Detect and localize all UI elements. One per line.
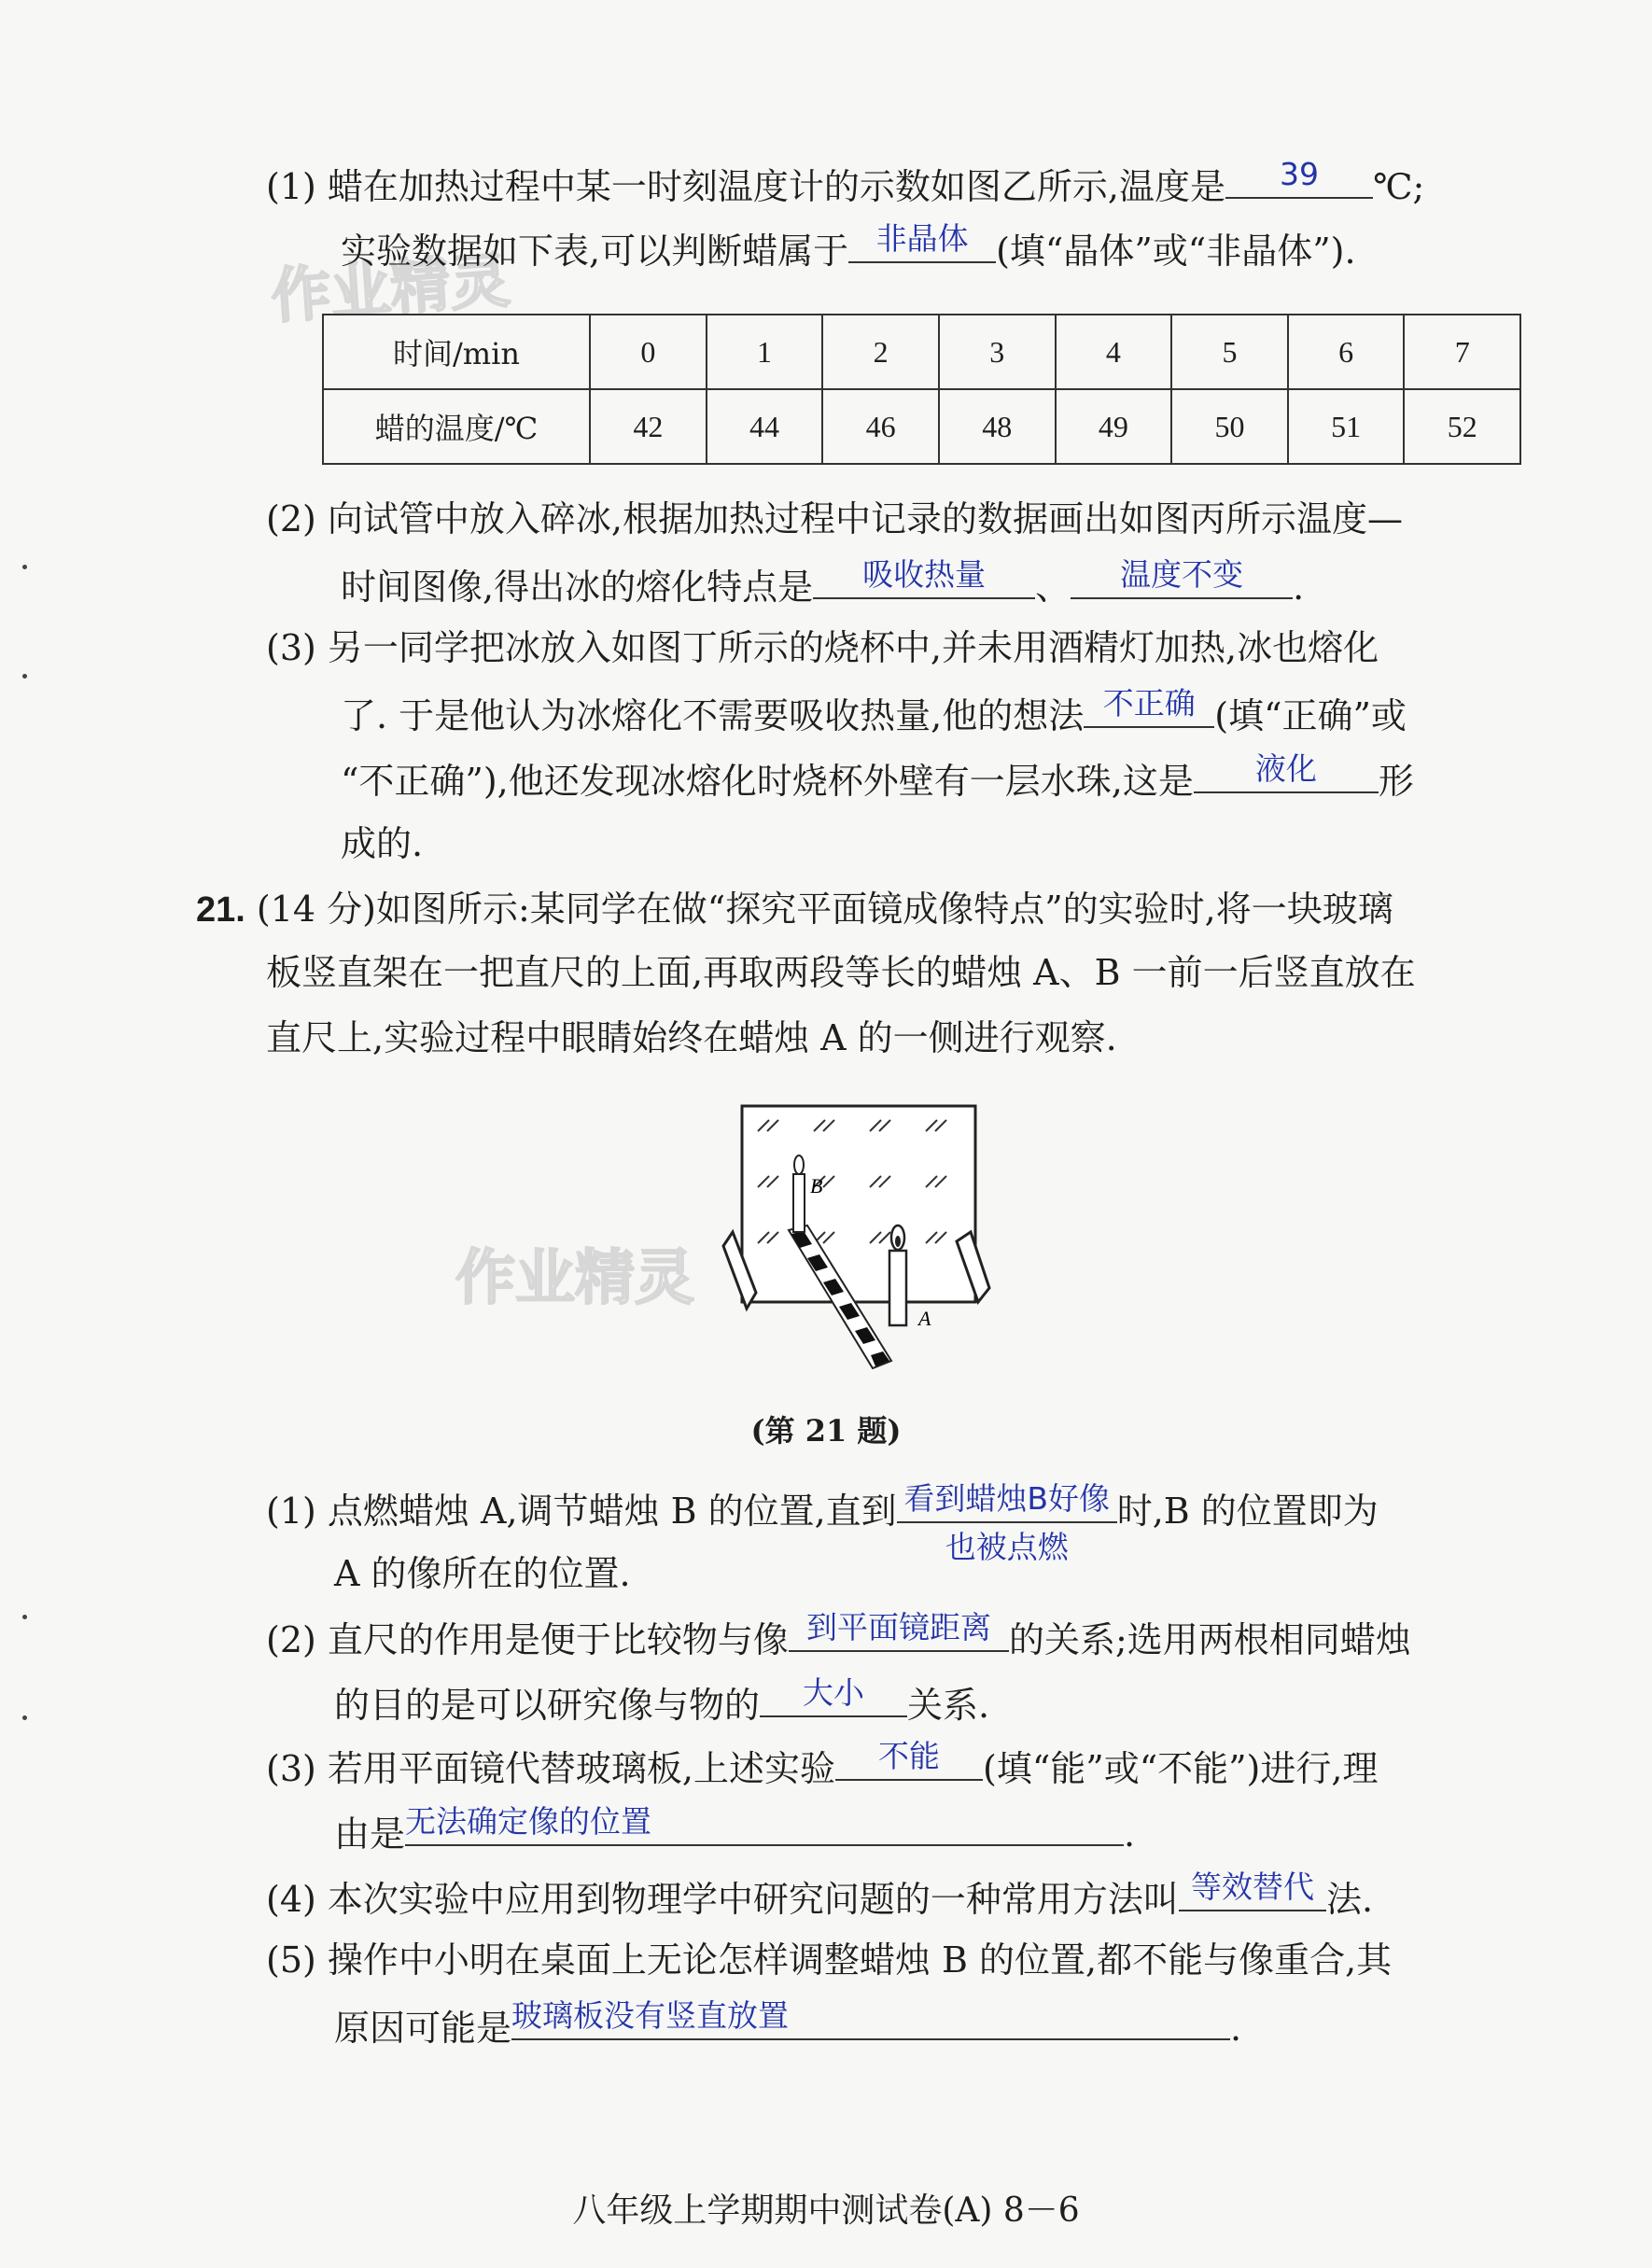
handwritten-answer: 39 [1280,156,1320,192]
candle-a [889,1251,906,1325]
question-text: 本次实验中应用到物理学中研究问题的一种常用方法叫 [327,1879,1179,1920]
answer-blank[interactable] [1194,750,1379,793]
handwritten-answer: 不能 [878,1738,941,1774]
candle-a-label: A [918,1307,931,1330]
handwritten-answer: 大小 [803,1674,865,1711]
question-text: 时间图像,得出冰的熔化特点是 [341,567,814,608]
part-label: (4) [266,1879,316,1920]
question-text: 向试管中放入碎冰,根据加热过程中记录的数据画出如图丙所示温度— [327,498,1404,539]
figure-caption: (第 21 题) [750,1413,902,1449]
part-label: (2) [266,1619,316,1660]
q21-p2-line2 [334,1674,990,1729]
q20-p3-line1 [266,623,1379,672]
question-text: 的关系;选用两根相同蜡烛 [1008,1619,1411,1660]
question-text: 原因可能是 [334,2008,512,2049]
handwritten-answer: 等效替代 [1190,1869,1314,1905]
handwritten-answer: 无法确定像的位置 [405,1803,652,1840]
table-cell: 44 [707,389,823,464]
table-header-cell: 蜡的温度/℃ [323,389,590,464]
question-text: 形 [1378,761,1414,802]
q20-p2-line1 [266,495,1403,543]
q20-p3-line2 [341,685,1407,740]
margin-mark [22,1715,27,1720]
candle-b-flame [794,1155,804,1174]
table-cell: 50 [1171,389,1288,464]
question-text: 由是 [334,1813,406,1855]
part-label: (5) [266,1939,316,1981]
mirror-experiment-figure [719,1101,1017,1381]
answer-blank[interactable] [1071,556,1293,599]
table-cell: 5 [1171,315,1288,389]
table-cell: 42 [590,389,707,464]
q21-intro-line2 [266,948,1416,997]
answer-blank[interactable] [1084,685,1214,728]
question-text: (填“正确”或 [1214,695,1407,736]
data-table [322,314,1521,465]
question-text: . [1293,567,1305,608]
question-text: . [1230,2008,1242,2049]
table-cell: 49 [1056,389,1172,464]
part-label: (2) [266,498,316,539]
answer-blank[interactable] [848,220,996,263]
q21-p5-line2 [334,1997,1242,2052]
q21-p1-line1 [266,1480,1379,1565]
q21-p3-line2 [334,1803,1136,1858]
q20-p1-line1 [266,156,1425,211]
question-text: 的目的是可以研究像与物的 [334,1685,761,1726]
handwritten-answer: 非晶体 [875,220,969,257]
q21-p3-line1 [266,1738,1379,1793]
q20-p1-line2 [341,220,1356,275]
handwritten-answer: 玻璃板没有竖直放置 [511,1997,790,2034]
candle-b [793,1174,805,1232]
table-cell: 2 [822,315,939,389]
margin-mark [22,565,27,569]
part-label: (1) [266,1491,316,1532]
part-label: (1) [266,166,316,207]
answer-blank[interactable] [1225,156,1373,199]
part-label: (3) [266,1748,316,1789]
question-text: 直尺上,实验过程中眼睛始终在蜡烛 A 的一侧进行观察. [266,1017,1117,1058]
answer-blank[interactable] [813,556,1035,599]
q20-p3-line3 [341,750,1414,805]
q21-intro-line1 [196,885,1393,934]
question-text: 点燃蜡烛 A,调节蜡烛 B 的位置,直到 [327,1491,897,1532]
table-cell: 48 [939,389,1056,464]
question-text: A 的像所在的位置. [334,1553,631,1594]
question-text: 实验数据如下表,可以判断蜡属于 [341,231,849,272]
question-text: “不正确”),他还发现冰熔化时烧杯外壁有一层水珠,这是 [341,761,1194,802]
answer-blank[interactable] [405,1803,1124,1846]
candle-b-label: B [810,1174,823,1197]
q21-p4-line [266,1869,1374,1924]
question-text: (14 分)如图所示:某同学在做“探究平面镜成像特点”的实验时,将一块玻璃 [256,889,1393,930]
question-text: 另一同学把冰放入如图丁所示的烧杯中,并未用酒精灯加热,冰也熔化 [327,627,1379,668]
question-text: 直尺的作用是便于比较物与像 [327,1619,789,1660]
answer-blank[interactable] [1179,1869,1326,1911]
q20-p3-line4 [341,819,423,868]
handwritten-answer: 到平面镜距离 [805,1609,991,1645]
question-text: 若用平面镜代替玻璃板,上述实验 [327,1748,836,1789]
question-text: (填“能”或“不能”)进行,理 [983,1748,1379,1789]
answer-blank[interactable] [511,1997,1230,2040]
question-text: 板竖直架在一把直尺的上面,再取两段等长的蜡烛 A、B 一前一后竖直放在 [266,952,1416,993]
handwritten-answer-line2: 也被点燃 [945,1529,1069,1565]
question-text: 关系. [907,1685,990,1726]
answer-blank[interactable] [835,1738,983,1781]
question-text: ℃; [1373,166,1425,207]
table-row [323,389,1520,464]
answer-blank[interactable] [760,1674,907,1717]
question-text: 操作中小明在桌面上无论怎样调整蜡烛 B 的位置,都不能与像重合,其 [327,1939,1393,1981]
question-text: . [1124,1813,1136,1855]
table-cell: 7 [1404,315,1520,389]
margin-mark [22,674,27,679]
table-cell: 1 [707,315,823,389]
candle-a-flame-core [895,1236,901,1247]
answer-blank[interactable] [789,1609,1009,1652]
handwritten-answer: 温度不变 [1120,556,1244,593]
table-row [323,315,1520,389]
glass-plate [742,1106,975,1302]
table-cell: 6 [1288,315,1405,389]
question-number: 21. [196,890,245,930]
table-cell: 4 [1056,315,1172,389]
table-cell: 51 [1288,389,1405,464]
handwritten-answer: 吸收热量 [862,556,987,593]
watermark: 作业精灵 [269,246,512,332]
question-text: 成的. [341,823,424,864]
part-label: (3) [266,627,316,668]
handwritten-answer: 液化 [1254,750,1317,787]
page-footer: 八年级上学期期中测试卷(A) 8－6 [572,2191,1080,2230]
table-cell: 52 [1404,389,1520,464]
question-text: (填“晶体”或“非晶体”). [996,231,1356,272]
q21-p5-line1 [266,1936,1392,1984]
margin-mark [22,1615,27,1619]
question-text: 蜡在加热过程中某一时刻温度计的示数如图乙所示,温度是 [327,166,1226,207]
table-header-cell: 时间/min [323,315,590,389]
q21-p1-line2 [334,1549,631,1598]
q21-intro-line3 [266,1014,1117,1062]
watermark: 作业精灵 [455,1244,694,1313]
q20-p2-line2 [341,556,1305,611]
question-text: 法. [1325,1879,1374,1920]
question-text: 时,B 的位置即为 [1116,1491,1379,1532]
handwritten-answer: 看到蜡烛B好像 [903,1480,1110,1517]
table-cell: 46 [822,389,939,464]
table-cell: 0 [590,315,707,389]
answer-blank[interactable] [897,1480,1117,1565]
handwritten-answer: 不正确 [1102,685,1196,721]
question-text: 了. 于是他认为冰熔化不需要吸收热量,他的想法 [341,695,1085,736]
q21-p2-line1 [266,1609,1411,1664]
table-cell: 3 [939,315,1056,389]
separator: 、 [1035,567,1071,608]
